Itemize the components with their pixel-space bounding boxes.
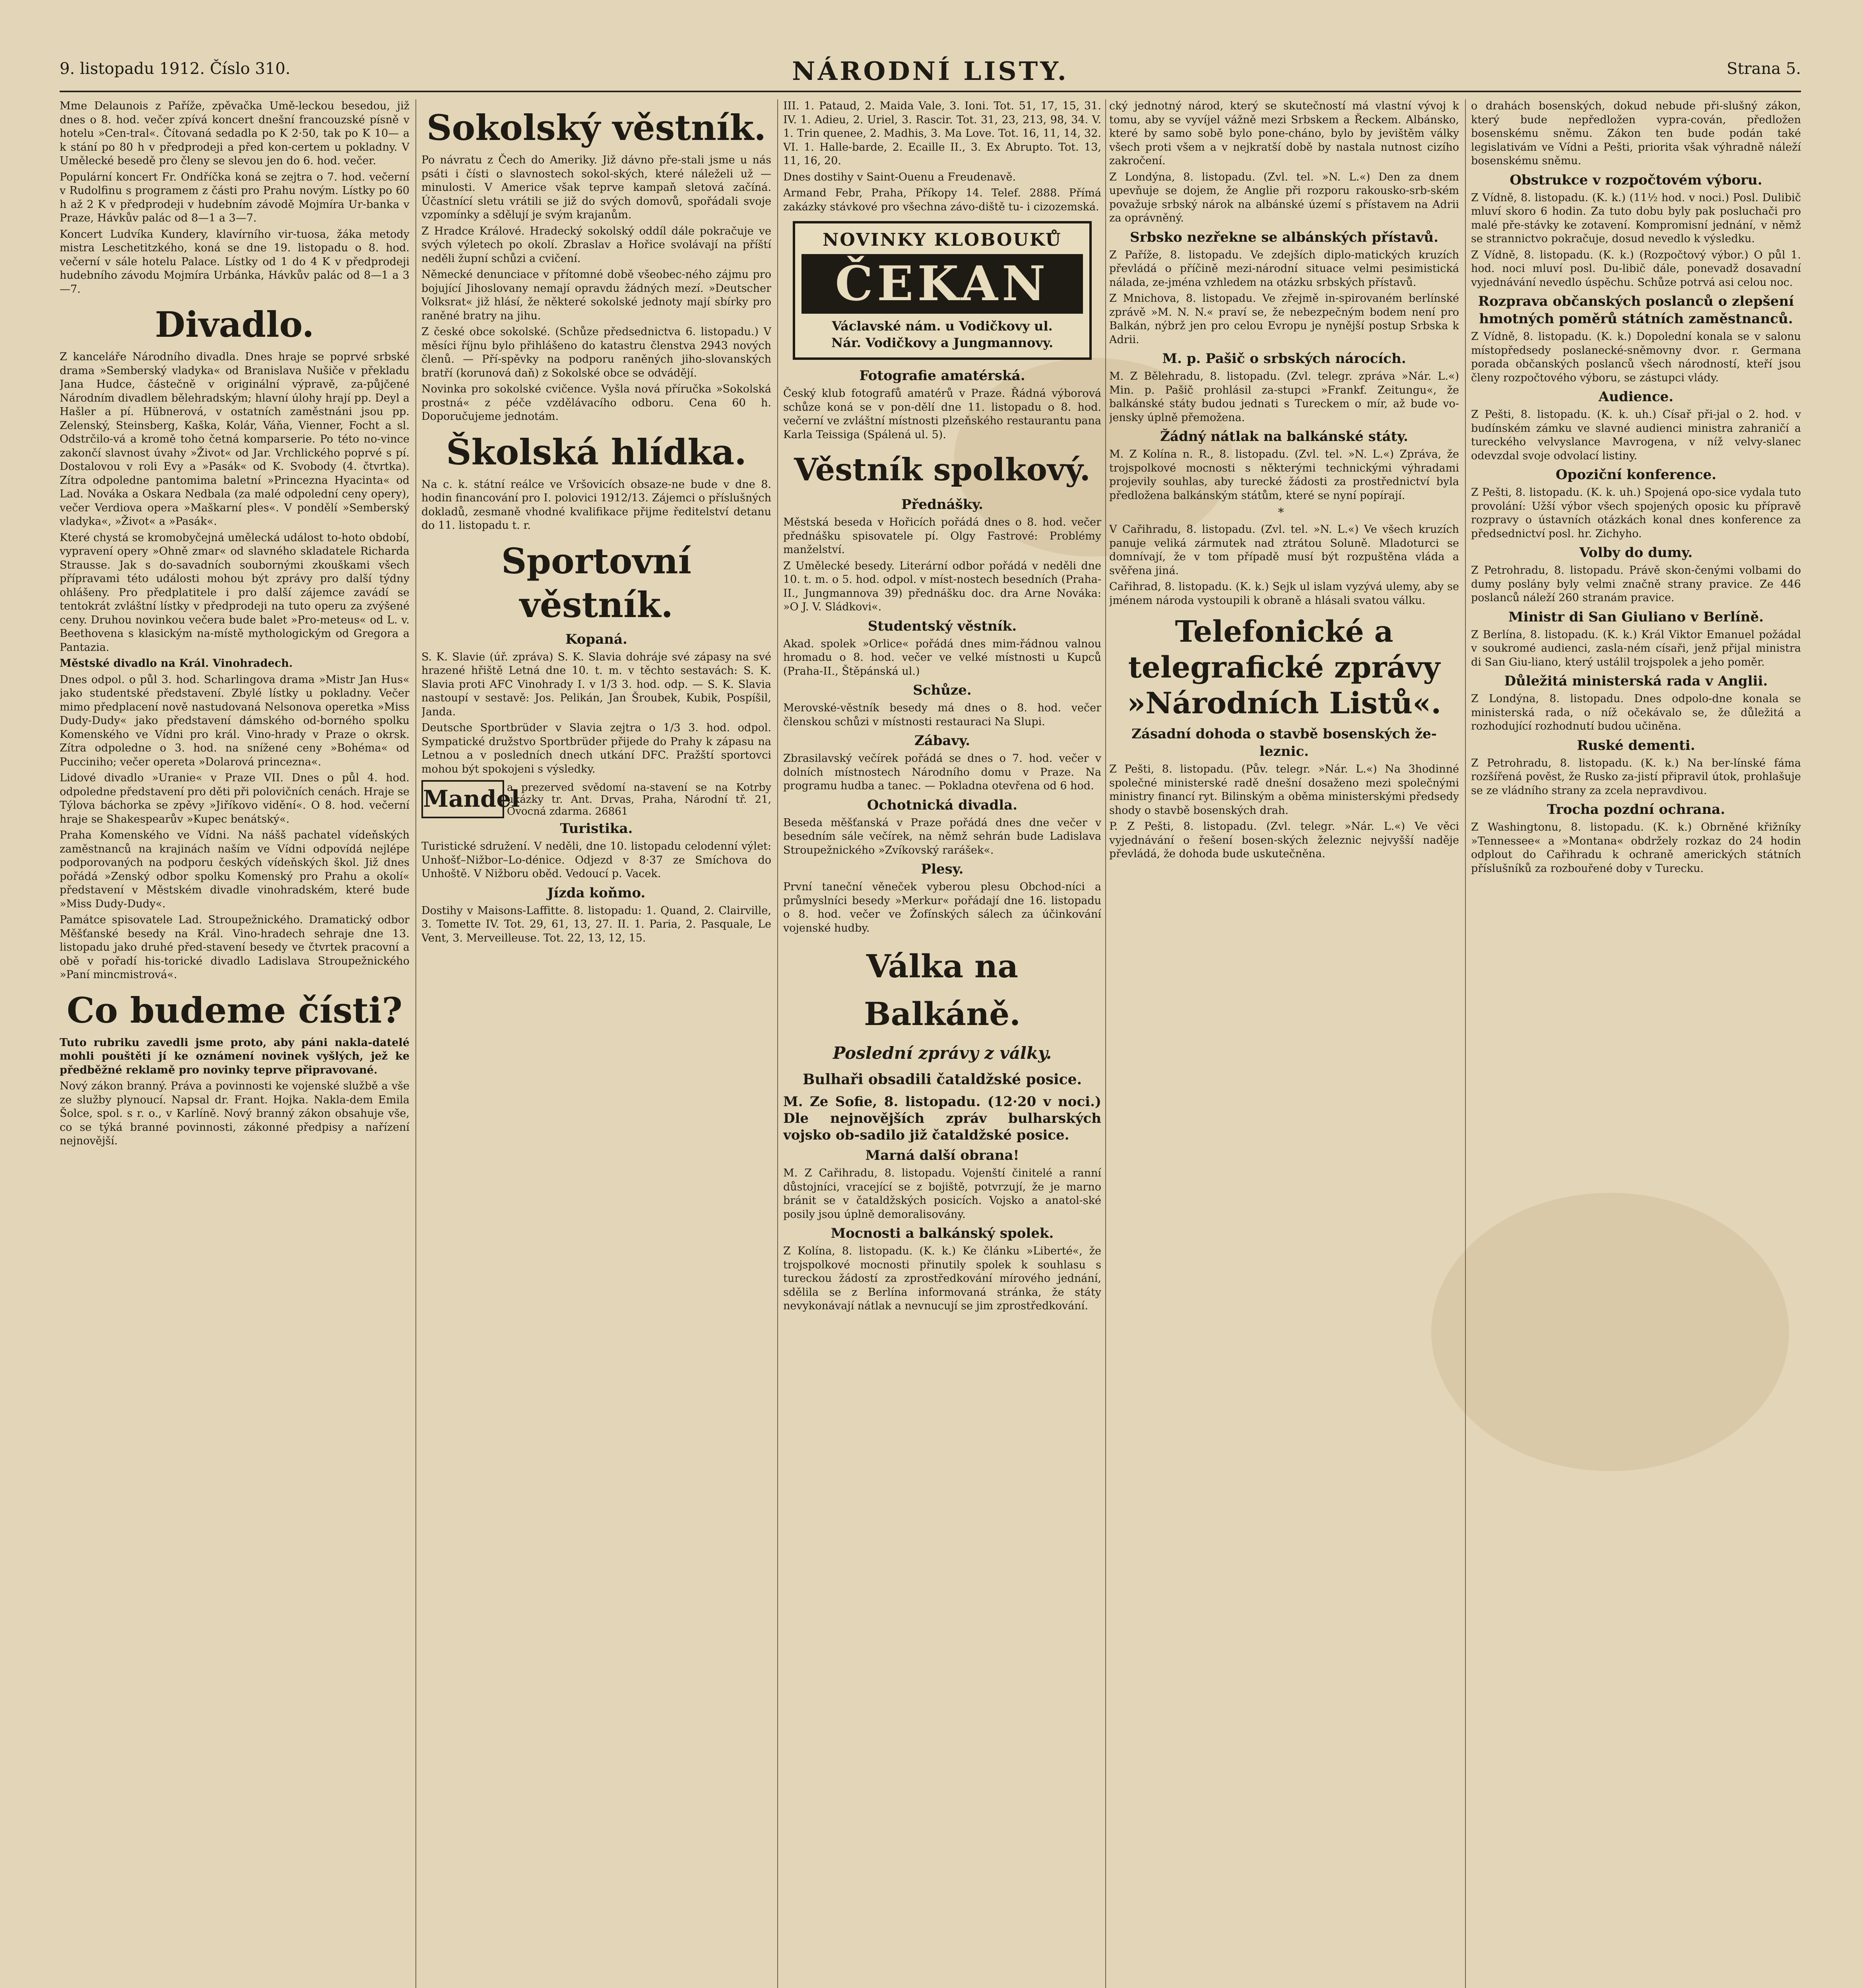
mandel-logo: Mandel	[421, 780, 504, 818]
article-text: cký jednotný národ, který se skutečností má vlastní vývoj k tomu, aby se vyvíjel vážně mezi Srbskem a Řeckem. Albánsko, které by samo sobě bylo pone-cháno, bylo by jevištěm války všech proti všem a v nejkratší době by nastala nutnost cizího zakročení.	[1109, 100, 1459, 167]
article-text: P. Z Pešti, 8. listopadu. (Zvl. telegr. »Nár. L.«) Ve věci vyjednávání o řešení bosen-ských železnic nejvyšší naděje převládá, že dohoda bude uskutečněna.	[1109, 820, 1459, 860]
section-heading-valka-na-balkane: Válka na Balkáně.	[864, 947, 1021, 1033]
article-text: Na c. k. státní reálce ve Vršovicích obsaze-ne bude v dne 8. hodin financování pro I. polovici 1912/13. Zájemci o příslušných dokladů, zesmaně vhodné kvalifikace přijme ředitelství detanu do 11. listopadu t. r.	[421, 478, 771, 532]
column-1	[60, 99, 409, 1988]
article-text: Lidové divadlo »Uranie« v Praze VII. Dnes o půl 4. hod. odpoledne představení pro děti při polovičních cenách. Hraje se Týlova báchorka se zpěvy »Jiříkovo vidění«. O 8. hod. večerní hraje se Shakespearův »Kupec benátský«.	[60, 772, 409, 825]
article-text: Merovské-věstník besedy má dnes o 8. hod. večer členskou schůzi v místnosti restauraci Na Slupi.	[783, 702, 1101, 728]
article-text: Akad. spolek »Orlice« pořádá dnes mim-řádnou valnou hromadu o 8. hod. večer ve velké místnosti u Kupců (Praha-II., Štěpánská ul.)	[783, 637, 1101, 678]
subsection-heading: Obstrukce v rozpočtovém výboru.	[1510, 172, 1762, 188]
subsection-heading: Rozprava občanských poslanců o zlepšení hmotných poměrů státních zaměstnanců.	[1478, 293, 1794, 327]
article-text: Z Hradce Králové. Hradecký sokolský oddíl dále pokračuje ve svých výletech po okolí. Zbraslav a Hořice svolávají na příští neděli župní schůzi a cvičení.	[421, 225, 771, 265]
subsection-heading: Ruské dementi.	[1577, 737, 1695, 753]
article-text: Z Petrohradu, 8. listopadu. (K. k.) Na ber-línské fáma rozšířená pověst, že Rusko za-jistí připravil útok, prohlašuje se ze vládního strany za zcela nepravdivou.	[1471, 757, 1801, 797]
article-text: Z české obce sokolské. (Schůze předsednictva 6. listopadu.) V měsíci říjnu bylo přihlášeno do katastru členstva 2943 nových členů. — Pří-spěvky na podporu raněných jiho-slovanských bratří (korunová daň) z Sokolské obce se odvádějí.	[421, 326, 771, 379]
article-text: Z Pešti, 8. listopadu. (K. k. uh.) Císař při-jal o 2. hod. v budínském zámku ve slavné audienci ministra zahraničí a tureckého velvyslance Mavrogena, v níž velvy-slanec odevzdal svoje odvolací listiny.	[1471, 408, 1801, 462]
section-heading-divadlo: Divadlo.	[155, 304, 314, 345]
subsection-heading: Opoziční konference.	[1555, 467, 1717, 483]
subsection-heading: Důležitá ministerská rada v Anglii.	[1504, 673, 1768, 689]
article-text: Z Pešti, 8. listopadu. (Pův. telegr. »Nár. L.«) Na 3hodinné společné ministerské radě dnešní dosaženo mezi společnými ministry financí ryt. Bilinským a oběma ministerskými předsedy shody o stavbě bosenských drah.	[1109, 763, 1459, 817]
subsection-heading: Marná další obrana!	[865, 1147, 1019, 1163]
subsection-heading: Zásadní dohoda o stavbě bosenských že-leznic.	[1131, 726, 1437, 759]
article-text: Cařihrad, 8. listopadu. (K. k.) Sejk ul islam vyzývá ulemy, aby se jménem národa vystoupili k obraně a hlásali svatou válku.	[1109, 580, 1459, 607]
article-text: Mme Delaunois z Paříže, zpěvačka Umě-leckou besedou, již dnes o 8. hod. večer zpívá koncert dnešní francouzské písně v hotelu »Cen-tral«. Čítovaná sedadla po K 2·50, tak po K 10— a k stání po 80 h v předprodeji a před kon-certem u pokladny. V Umělecké besedě pro členy se slevou jen do 6. hod. večer.	[60, 100, 409, 167]
section-heading-vestnik-spolkovy: Věstník spolkový.	[794, 452, 1091, 488]
mandel-ad-text: a prezerved svědomí na-stavení se na Kotrby ukázky tr. Ant. Drvas, Praha, Národní tř. 21, Ovocná zdarma. 26861	[507, 782, 771, 817]
issue-date: 9. listopadu 1912. Číslo 310.	[60, 60, 291, 78]
ad-line: Václavské nám. u Vodičkovy ul.	[832, 318, 1053, 334]
subsection-heading: Ministr di San Giuliano v Berlíně.	[1508, 609, 1764, 625]
headline-bulhari: Bulhaři obsadili čataldžské posice.	[802, 1071, 1082, 1088]
section-heading-co-budeme-cisti: Co budeme čísti?	[66, 989, 403, 1031]
article-text: Dnes odpol. o půl 3. hod. Scharlingova drama »Mistr Jan Hus« jako studentské představení. Zbylé lístky u pokladny. Večer mimo předplacení nově nastudovaná Nelsonova operetka »Miss Dudy-Dudy« jako představení dámského od-borného spolku Komenského ve Vídni pro král. Vino-hrady v Praze o okrsk. Zítra odpoledne o 3. hod. na snížené ceny »Bohéma« od Pucciniho; večer opereta »Dolarová princezna«.	[60, 673, 409, 768]
mandel-advertisement	[421, 780, 771, 816]
article-text: Praha Komenského ve Vídni. Na nášš pachatel vídeňských zaměstnanců na krajinách naším ve Vídni odpovídá nejlépe podporovaných na podporu českých vídeňských škol. Již dnes pořádá »Zenský odbor spolku Komenský pro Prahu a okolí« představení v Městském divadle vinohradském, které bude »Miss Dudy-Dudy«.	[60, 829, 409, 910]
article-text: Z Berlína, 8. listopadu. (K. k.) Král Viktor Emanuel požádal v soukromé audienci, zasla-ném císaři, jenž přijal ministra di San Giu-liano, který ustálil trojspolek a jeho poměr.	[1471, 628, 1801, 668]
article-text: Po návratu z Čech do Ameriky. Již dávno pře-stali jsme u nás psáti i čísti o slavnostech sokol-ských, které náleželi už — minulosti. V Americe však teprve kampaň sletová začíná. Účastnící sletu vrátili se již do svých domovů, spořádali svoje vzpomínky a sdělují je svým krajanům.	[421, 154, 771, 221]
subsection-heading: Schůze.	[913, 682, 972, 698]
article-text: Z Londýna, 8. listopadu. (Zvl. tel. »N. L.«) Den za dnem upevňuje se dojem, že Anglie při rozporu rakousko-srb-ském považuje srbský nárok na albánské území s přístavem na Adrii za oprávněný.	[1109, 171, 1459, 224]
subsection-heading: Fotografie amatérská.	[859, 368, 1025, 384]
section-heading-skolska-hlidka: Školská hlídka.	[446, 431, 747, 473]
article-text: M. Z Bělehradu, 8. listopadu. (Zvl. telegr. zpráva »Nár. L.«) Min. p. Pašič prohlásil za-stupci »Frankf. Zeitungu«, že balkánské státy budou jednati s Tureckem o mír, až bude vo-jensky úplně přemožena.	[1109, 370, 1459, 424]
subsection-heading: Ochotnická divadla.	[867, 797, 1018, 813]
article-text: Z Vídně, 8. listopadu. (K. k.) (Rozpočtový výbor.) O půl 1. hod. noci mluví posl. Du-libič dále, ponevadž dosavadní vyjednávání nevedlo úspěchu. Schůze potrvá asi celou noc.	[1471, 248, 1801, 289]
subsection-heading: Mocnosti a balkánský spolek.	[831, 1225, 1054, 1241]
cekan-hat-advertisement	[793, 221, 1092, 360]
article-text: Z Mnichova, 8. listopadu. Ve zřejmě in-spirovaném berlínské zprávě »M. N. N.« praví se, že nebezpečným bodem není pro Balkán, nýbrž jen pro celou Evropu je nynější postup Srbska k Adrii.	[1109, 292, 1459, 346]
article-text: Beseda měšťanská v Praze pořádá dnes dne večer v besedním sále večírek, na němž sehrán bude Ladislava Stroupežnického »Zvíkovský rarášek«.	[783, 816, 1101, 856]
article-lead: M. Ze Sofie, 8. listopadu. (12·20 v noci.) Dle nejnovějších zpráv bulharských vojsko ob-sadilo již čataldžské posice.	[783, 1094, 1101, 1143]
article-text: Turistické sdružení. V neděli, dne 10. listopadu celodenní výlet: Unhošť–Nižbor–Lo-dénice. Odjezd v 8·37 ze Smíchova do Unhoště. V Nižboru oběd. Vedoucí p. Vacek.	[421, 840, 771, 880]
subsection-heading: Přednášky.	[901, 497, 984, 513]
article-text: Z Vídně, 8. listopadu. (K. k.) Dopolední konala se v salonu místopředsedy poslanecké-sněmovny dvor. r. Germana porada občanských poslanců všech národností, kteří jsou členy rozpočtového výboru, se zástupci vlády.	[1471, 330, 1801, 384]
subsection-heading: Studentský věstník.	[867, 618, 1017, 634]
subsection-heading: Volby do dumy.	[1579, 545, 1693, 561]
column-divider	[415, 99, 416, 1988]
article-text: Z Petrohradu, 8. listopadu. Právě skon-čenými volbami do dumy poslány byly velmi značně strany pravice. Ze 446 poslanců náleží 260 stranám pravice.	[1471, 564, 1801, 604]
masthead	[60, 56, 1801, 87]
article-text: Které chystá se kromobyčejná umělecká událost to-hoto období, vypravení opery »Ohně zmar« od slavného skladatele Richarda Strausse. Jak s do-savadních soubornými zkouškami všech přípravami této události mohou být zprávy pro další týdny ohlášeny. Pro předplatitele i pro další zájemce zavádí se tentokrát zvláštní lístky v předprodeji na tuto operu za zvýšené ceny. Druhou novinkou večera bude balet »Pro-meteus« od L. v. Beethovena s klasickým na-místě mythologickým od Gregora a Pantazia.	[60, 531, 409, 654]
article-text: Městská beseda v Hořicích pořádá dnes o 8. hod. večer přednášku spisovatele pí. Olgy Fastrové: Problémy manželství.	[783, 516, 1101, 556]
ad-line: NOVINKY KLOBOUKŮ	[823, 230, 1062, 250]
subsection-heading: Kopaná.	[565, 631, 627, 647]
article-text: Z Pešti, 8. listopadu. (K. k. uh.) Spojená opo-sice vydala tuto provolání: Užší výbor všech spojených oposic ku přípravě rozpravy o ústavních otázkách konal dnes konference za předsednictví posl. hr. Zichyho.	[1471, 486, 1801, 540]
subsection-heading: Turistika.	[560, 821, 633, 837]
article-text: III. 1. Pataud, 2. Maida Vale, 3. Ioni. Tot. 51, 17, 15, 31. IV. 1. Adieu, 2. Uriel, 3. Rascir. Tot. 31, 23, 213, 98, 34. V. 1. Trin quenee, 2. Madhis, 3. Ma Love. Tot. 16, 11, 14, 32. VI. 1. Halle-barde, 2. Ecaille II., 3. Ex Abrupto. Tot. 13, 11, 16, 20.	[783, 100, 1101, 167]
section-heading-sokolsky-vestnik: Sokolský věstník.	[427, 107, 766, 148]
article-text: M. Z Cařihradu, 8. listopadu. Vojenští činitelé a ranní důstojníci, vracející se z bojiště, potvrzují, že je marno bránit se v čataldžských posicích. Vojsko a anatol-ské posily jsou úplně demoralisovány.	[783, 1167, 1101, 1221]
article-text: Novinka pro sokolské cvičence. Vyšla nová příručka »Sokolská prostná« z péče vzdělávacího odboru. Cena 60 h. Doporučujeme jednotám.	[421, 383, 771, 423]
article-text: Tuto rubriku zavedli jsme proto, aby páni nakla-datelé mohli pouštěti jí ke oznámení novinek vyšlých, jež ke předběžné reklamě pro novinky teprve připravované.	[60, 1036, 409, 1076]
article-text: Z Vídně, 8. listopadu. (K. k.) (11½ hod. v noci.) Posl. Dulibič mluví skoro 6 hodin. Za tuto dobu byly pak posluchači pro malé pře-stávky ke zotavení. Kompromisní jednání, v němž se strannictvo pokračuje, dosud nevedlo k výsledku.	[1471, 191, 1801, 245]
newspaper-title: NÁRODNÍ LISTY.	[792, 56, 1069, 86]
column-divider	[1465, 99, 1466, 1988]
section-heading-sportovni-vestnik: Sportovní věstník.	[501, 540, 692, 625]
ad-brand-name: ČEKAN	[801, 254, 1083, 314]
article-text: Dnes dostihy v Saint-Ouenu a Freudenavě.	[783, 171, 1016, 183]
column-5	[1471, 99, 1801, 1988]
article-text: Koncert Ludvíka Kundery, klavírního vir-tuosa, žáka metody mistra Leschetitzkého, koná se dne 19. listopadu o 8. hod. večerní v sále hotelu Palace. Lístky od 1 do 4 K v předprodeji hudebního závodu Mojmíra Urbánka, Hávkův palác od 8—1 a 3—7.	[60, 228, 409, 295]
subsection-heading: Jízda koňmo.	[547, 885, 646, 901]
subsection-heading: Trocha pozdní ochrana.	[1547, 802, 1725, 817]
article-subheading: Městské divadlo na Král. Vinohradech.	[60, 657, 293, 670]
ad-line: Nár. Vodičkovy a Jungmannovy.	[831, 335, 1054, 350]
section-separator: *	[1278, 506, 1291, 520]
subsection-heading: Žádný nátlak na balkánské státy.	[1160, 429, 1408, 445]
article-text: Německé denunciace v přítomné době všeobec-ného zájmu pro bojující Jihoslovany nemají opravdu žádných mezí. »Deutscher Volksrat« již hlásí, že některé sokolské jednoty mají sbírky pro raněné bratry na jihu.	[421, 268, 771, 322]
article-text: Z Kolína, 8. listopadu. (K. k.) Ke článku »Liberté«, že trojspolkové mocnosti přinutily spolek k souhlasu s tureckou žádostí za zprostředkování mírového jednání, sdělila se z Berlína informovaná stránka, že státy nevykonávají nátlak a nevnucují se jim zprostředkování.	[783, 1245, 1101, 1312]
column-divider	[777, 99, 778, 1988]
article-text: Z Washingtonu, 8. listopadu. (K. k.) Obrněné křižníky »Tennessee« a »Montana« obdržely rozkaz do 24 hodin odplout do Cařihradu k ochraně amerických státních příslušníků za rozbouřené doby v Turecku.	[1471, 821, 1801, 875]
section-heading-telefonicke-zpravy: Telefonické a telegrafické zprávy »Národních Listů«.	[1127, 615, 1442, 720]
article-text: Nový zákon branný. Práva a povinnosti ke vojenské službě a vše ze služby plynoucí. Napsal dr. Frant. Hojka. Nakla-dem Emila Šolce, spol. s r. o., v Karlíně. Nový branný zákon obsahuje vše, co se týká branné povinnosti, zákonné předpisy a nařízení nejnovější.	[60, 1080, 409, 1147]
article-text: První taneční věneček vyberou plesu Obchod-níci a průmyslníci besedy »Merkur« pořádají dne 16. listopadu o 8. hod. večer ve Žofínských sálech za účinkování vojenské hudby.	[783, 881, 1101, 934]
header-rule	[60, 91, 1801, 92]
column-3	[783, 99, 1101, 1988]
article-text: Památce spisovatele Lad. Stroupežnického. Dramatický odbor Měšťanské besedy na Král. Vino-hradech sehraje dne 13. listopadu jako druhé před-stavení besedy ve čtvrtek pracovní a obě v pořadí his-torické divadlo Ladislava Stroupežnického »Paní mincmistrová«.	[60, 914, 409, 981]
article-text: o drahách bosenských, dokud nebude při-slušný zákon, který bude nepředložen vypra-cován, předložen bosenskému sněmu. Zákon ten bude podán také legislativám ve Vídni a Pešti, priorita však výhradně náleží bosenskému sněmu.	[1471, 100, 1801, 167]
article-text: Z Paříže, 8. listopadu. Ve zdejších diplo-matických kruzích převládá o příčině mezi-národní situace velmi pesimistická nálada, ze-jména vzhledem na otázku srbských přístavů.	[1109, 248, 1459, 289]
column-2	[421, 99, 771, 1988]
article-text: V Cařihradu, 8. listopadu. (Zvl. tel. »N. L.«) Ve všech kruzích panuje veliká zármutek nad ztrátou Soluně. Mladoturci se domnívají, že v tom případě musí být rozpuštěna vláda a svěřena jiná.	[1109, 523, 1459, 577]
page-number: Strana 5.	[1727, 60, 1801, 78]
article-text: M. Z Kolína n. R., 8. listopadu. (Zvl. tel. »N. L.«) Zpráva, že trojspolkové mocnosti s některými technickými výhradami projevily souhlas, aby turecké žádosti za prostřednictví byla předložena balkánským státům, které se nyní popírají.	[1109, 448, 1459, 502]
article-text: Dostihy v Maisons-Laffitte. 8. listopadu: 1. Quand, 2. Clairville, 3. Tomette IV. Tot. 29, 61, 13, 27. II. 1. Paria, 2. Pasquale, Le Vent, 3. Merveilleuse. Tot. 22, 13, 12, 15.	[421, 904, 771, 944]
subsection-heading: Srbsko nezřekne se albánských přístavů.	[1130, 229, 1438, 245]
subsection-heading: Zábavy.	[914, 733, 970, 749]
article-text: Z Umělecké besedy. Literární odbor pořádá v neděli dne 10. t. m. o 5. hod. odpol. v míst-nostech besedních (Praha-II., Jungmannova 39) přednášku doc. dra Arne Nováka: »O J. V. Sládkovi«.	[783, 559, 1101, 613]
article-text: S. K. Slavie (úř. zpráva) S. K. Slavia dohráje své zápasy na své hrazené hřiště Letná dne 10. t. m. v těchto sestavách: S. K. Slavia proti AFC Vinohrady I. v 1/3 3. hod. odp. — S. K. Slavia nastoupí v sestavě: Jos. Pelikán, Jan Šroubek, Kubik, Pospíšil, Janda.	[421, 650, 771, 718]
article-text: Deutsche Sportbrüder v Slavia zejtra o 1/3 3. hod. odpol. Sympatické družstvo Sportbrüder přijede do Prahy k zápasu na Letnou a v posledních dnech utkání DFC. Pražští sportovci mohou být spokojeni s výsledky.	[421, 722, 771, 775]
article-text: Český klub fotografů amatérů v Praze. Řádná výborová schůze koná se v pon-dělí dne 11. listopadu o 8. hod. večerní ve zvláštní místnosti plzeňského restaurantu pana Karla Teissiga (Spálená ul. 5).	[783, 387, 1101, 441]
article-text: Z Londýna, 8. listopadu. Dnes odpolo-dne konala se ministerská rada, o níž očekávalo se, že důležitá a rozhodující rozhodnutí budou učiněna.	[1471, 693, 1801, 732]
column-divider	[1105, 99, 1106, 1988]
article-text: Zbrasilavský večírek pořádá se dnes o 7. hod. večer v dolních místnostech Národního domu v Praze. Na programu hudba a tanec. — Pokladna otevřena od 6 hod.	[783, 752, 1101, 792]
subsection-heading: Plesy.	[921, 861, 964, 877]
article-text: Populární koncert Fr. Ondříčka koná se zejtra o 7. hod. večerní v Rudolfinu s programem z části pro Prahu novým. Lístky po 60 h až 2 K v předprodeji v hudebním závodě Mojmíra Ur-banka v Praze, Hávkův palác od 8—1 a 3—7.	[60, 171, 409, 224]
headline-posledni-zpravy: Poslední zprávy z války.	[833, 1043, 1052, 1063]
subsection-heading: Audience.	[1598, 389, 1674, 405]
subsection-heading: M. p. Pašič o srbských nárocích.	[1162, 351, 1406, 367]
article-text: Z kanceláře Národního divadla. Dnes hraje se poprvé srbské drama »Semberský vladyka« od Branislava Nušiče v překladu Jana Hudce, částečně v originální výpravě, za-půjčené Národním divadlem bělehradským; hlavní úlohy hrají pp. Deyl a Hašler a pí. Hübnerová, v ostatních zaměstnáni jsou pp. Zelenský, Steinsberg, Kaška, Kolár, Váňa, Vienner, Focht a sl. Odstrčilo-vá a kromě toho četná komparserie. Po této no-vince zakončí slavnost úvahy »Život« od Jar. Vrchlického poprvé s pí. Dostalovou v roli Evy a »Pasák« od K. Svobody (4. čtvrtka). Zítra odpoledne pantomima baletní »Princezna Hyacinta« od Lad. Nováka a Oskara Nedbala (za malé odpolední ceny opery), večer Verdiova opera »Maškarní ples«. V pondělí »Semberský vladyka«, »Život« a »Pasák«.	[60, 351, 409, 528]
article-text: Armand Febr, Praha, Příkopy 14. Telef. 2888. Přímá zakázky stávkové pro všechna závo-diště tu- i cizozemská.	[783, 187, 1101, 213]
column-4	[1109, 99, 1459, 1988]
